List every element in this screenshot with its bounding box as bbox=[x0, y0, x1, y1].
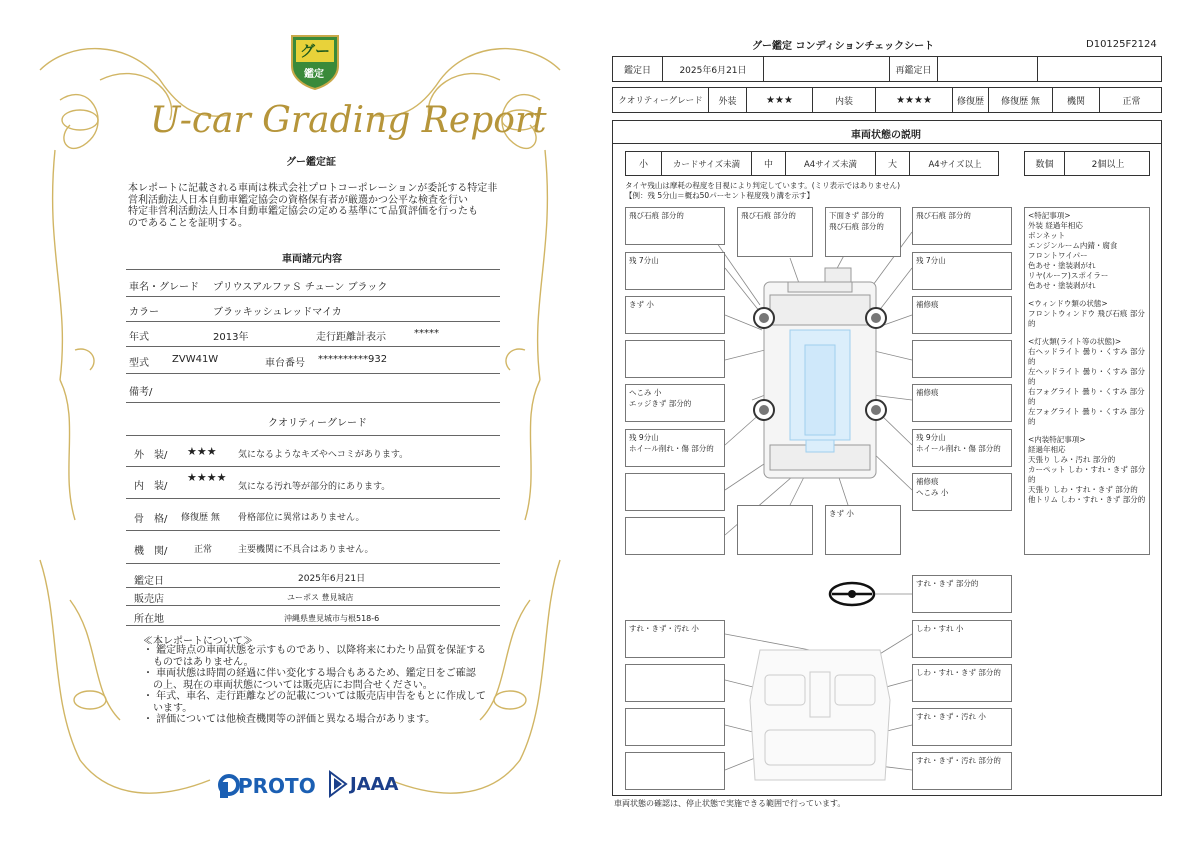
model-value: ZVW41W bbox=[172, 354, 219, 365]
notes-list bbox=[143, 645, 493, 726]
remark-line: <灯火類(ライト等の状態)> bbox=[1028, 337, 1122, 346]
ext-box-left-quarter bbox=[625, 473, 725, 511]
remark-line: エンジンルーム内錆・腐食 bbox=[1028, 241, 1118, 250]
remark-line bbox=[1028, 427, 1146, 435]
interior-note: 気になる汚れ等が部分的にあります。 bbox=[238, 482, 391, 492]
int-box-right-2: しわ・すれ・きず 部分的 bbox=[912, 664, 1012, 702]
int-box-right-1: しわ・すれ 小 bbox=[912, 620, 1012, 658]
certificate-subtitle: グー鑑定証 bbox=[286, 157, 336, 168]
notes-heading: ≪本レポートについて≫ bbox=[143, 636, 253, 647]
remark-line: リヤ(ルーフ)スポイラー bbox=[1028, 271, 1109, 280]
list-item: ・ 車両状態は時間の経過に伴い変化する場合もあるため、鑑定日をご確認 の上、現在の車両状態については販売店にお問合せください。 bbox=[143, 668, 476, 691]
ext-box-left-fender: きず 小 bbox=[625, 296, 725, 334]
emblem-subtext: 鑑定 bbox=[304, 69, 324, 80]
size-legend: 小 カードサイズ未満 中 A4サイズ未満 大 A4サイズ以上 bbox=[625, 151, 999, 176]
int-box-right-4: すれ・きず・汚れ 部分的 bbox=[912, 752, 1012, 790]
mileage-label: 走行距離計表示 bbox=[316, 332, 386, 343]
int-box-left-2 bbox=[625, 664, 725, 702]
remark-line: 左ヘッドライト 曇り・くすみ 部分的 bbox=[1028, 367, 1146, 386]
ext-box-left-door bbox=[625, 340, 725, 378]
ext-box-front-center-right: 下面きず 部分的 飛び石痕 部分的 bbox=[825, 207, 901, 257]
name-value: プリウスアルファＳ チューン ブラック bbox=[213, 282, 388, 293]
ext-box-rear-center-right: きず 小 bbox=[825, 505, 901, 555]
list-item: ・ 鑑定時点の車両状態を示すものであり、以降将来にわたり品質を保証する ものではありません。 bbox=[143, 645, 487, 668]
model-label: 型式 bbox=[129, 358, 149, 369]
jaaa-logo: JAAA bbox=[328, 770, 408, 798]
ext-box-right-rear-tire: 残 9分山 ホイール削れ・傷 部分的 bbox=[912, 429, 1012, 467]
remark-line: 右フォグライト 曇り・くすみ 部分的 bbox=[1028, 387, 1145, 406]
int-box-right-3: すれ・きず・汚れ 小 bbox=[912, 708, 1012, 746]
remark-line: <内装特記事項> bbox=[1028, 435, 1086, 444]
sheet-title: グー鑑定 コンディションチェックシート bbox=[752, 41, 935, 52]
frame-note: 骨格部位に異常はありません。 bbox=[238, 513, 365, 523]
date-value: 2025年6月21日 bbox=[298, 574, 366, 584]
year-value: 2013年 bbox=[213, 332, 249, 343]
grade-row: クオリティーグレード 外装 ★★★ 内装 ★★★★ 修復歴 修復歴 無 機関 正常 bbox=[612, 87, 1162, 113]
remark-line: フロントワイパー bbox=[1028, 251, 1088, 260]
color-label: カラー bbox=[129, 307, 159, 318]
ext-box-front-left: 飛び石痕 部分的 bbox=[625, 207, 725, 245]
remark-line bbox=[1028, 291, 1146, 299]
dealer-value: ユーポス 豊見城店 bbox=[287, 593, 354, 602]
remark-line: 外装 経過年相応 bbox=[1028, 221, 1083, 230]
int-box-left-4 bbox=[625, 752, 725, 790]
right-check-sheet bbox=[600, 0, 1200, 848]
ext-box-front-center-left: 飛び石痕 部分的 bbox=[737, 207, 813, 257]
section-title: 車両状態の説明 bbox=[851, 130, 921, 141]
remark-line: フロントウィンドウ 飛び石痕 部分的 bbox=[1028, 309, 1145, 328]
color-value: ブラッキッシュレッドマイカ bbox=[213, 307, 342, 318]
emblem-text: グー bbox=[300, 42, 331, 60]
remark-line: 天張り しみ・汚れ 部分的 bbox=[1028, 455, 1116, 464]
ext-box-rear-left bbox=[625, 517, 725, 555]
ext-box-front-right: 飛び石痕 部分的 bbox=[912, 207, 1012, 245]
remark-line: 左フォグライト 曇り・くすみ 部分的 bbox=[1028, 407, 1145, 426]
ext-box-right-front-tire: 残 7分山 bbox=[912, 252, 1012, 290]
goo-emblem bbox=[288, 32, 342, 90]
address-label: 所在地 bbox=[134, 614, 164, 625]
date-row: 鑑定日 2025年6月21日 再鑑定日 bbox=[612, 56, 1162, 82]
name-label: 車名・グレード bbox=[129, 282, 199, 293]
tire-note: タイヤ残山は摩耗の程度を目視により判定しています。(ミリ表示ではありません) bbox=[625, 181, 901, 190]
footer-note: 車両状態の確認は、停止状態で実施できる範囲で行っています。 bbox=[614, 799, 846, 808]
remark-line: 経過年相応 bbox=[1028, 445, 1066, 454]
count-legend: 数個 2個以上 bbox=[1024, 151, 1150, 176]
ext-box-left-rear-tire: 残 9分山 ホイール削れ・傷 部分的 bbox=[625, 429, 725, 467]
remark-line: ボンネット bbox=[1028, 231, 1066, 240]
list-item: ・ 年式、車名、走行距離などの記載については販売店申告をもとに作成して います。 bbox=[143, 691, 486, 714]
engine-label: 機 関/ bbox=[134, 546, 168, 557]
engine-note: 主要機関に不具合はありません。 bbox=[238, 545, 374, 555]
engine-value: 正常 bbox=[194, 545, 213, 555]
proto-logo: PROTO bbox=[216, 772, 320, 798]
ext-box-right-door bbox=[912, 340, 1012, 378]
exterior-stars: ★★★ bbox=[187, 445, 217, 458]
remark-line: 右ヘッドライト 曇り・くすみ 部分的 bbox=[1028, 347, 1146, 366]
exterior-note: 気になるようなキズやヘコミがあります。 bbox=[238, 450, 409, 460]
ext-box-left-front-tire: 残 7分山 bbox=[625, 252, 725, 290]
address-value: 沖縄県豊見城市与根518-6 bbox=[284, 614, 380, 623]
date-label: 鑑定日 bbox=[134, 576, 164, 587]
tire-example: 【例：残 5分山＝概ね50パーセント程度残り溝を示す】 bbox=[625, 191, 815, 200]
dealer-label: 販売店 bbox=[134, 594, 164, 605]
report-title: U-car Grading Report bbox=[150, 100, 547, 141]
ext-box-left-rear-door: へこみ 小 エッジきず 部分的 bbox=[625, 384, 725, 422]
ext-box-rear-center-left bbox=[737, 505, 813, 555]
mileage-value: ***** bbox=[414, 328, 439, 339]
frame-value: 修復歴 無 bbox=[181, 513, 220, 523]
remark-line: <ウィンドウ類の状態> bbox=[1028, 299, 1108, 308]
remarks-panel bbox=[1024, 207, 1150, 555]
chassis-value: **********932 bbox=[318, 354, 388, 365]
ext-box-right-quarter: 補修痕 へこみ 小 bbox=[912, 473, 1012, 511]
exterior-label: 外 装/ bbox=[134, 450, 168, 461]
remark-line: カーペット しわ・すれ・きず 部分的 bbox=[1028, 465, 1146, 484]
year-label: 年式 bbox=[129, 332, 149, 343]
int-box-left-3 bbox=[625, 708, 725, 746]
remark-line: 色あせ・塗装剥がれ bbox=[1028, 261, 1096, 270]
remarks-label: 備考/ bbox=[129, 387, 153, 398]
int-box-left-1: すれ・きず・汚れ 小 bbox=[625, 620, 725, 658]
certification-text: 本レポートに記載される車両は株式会社プロトコーポレーションが委託する特定非 営利活動法人日本自動車鑑定協会の資格保有者が厳選かつ公平な検査を行い 特定非営利活動法人日本自動車鑑定協会の定める基準にて品質評価を行ったも のであることを証明する。 bbox=[128, 183, 498, 229]
quality-heading: クオリティーグレード bbox=[268, 418, 367, 429]
chassis-label: 車台番号 bbox=[265, 358, 305, 369]
remark-line: 他トリム しわ・すれ・きず 部分的 bbox=[1028, 495, 1146, 504]
list-item: ・ 評価については他検査機関等の評価と異なる場合があります。 bbox=[143, 714, 436, 725]
remark-line: 色あせ・塗装剥がれ bbox=[1028, 281, 1096, 290]
remark-line: <特記事項> bbox=[1028, 211, 1071, 220]
remark-line: 天張り しわ・すれ・きず 部分的 bbox=[1028, 485, 1138, 494]
remark-line bbox=[1028, 329, 1146, 337]
interior-stars: ★★★★ bbox=[187, 471, 227, 484]
ext-box-right-rear-door: 補修痕 bbox=[912, 384, 1012, 422]
frame-label: 骨 格/ bbox=[134, 514, 168, 525]
interior-label: 内 装/ bbox=[134, 481, 168, 492]
spec-heading: 車両諸元内容 bbox=[282, 254, 342, 265]
int-box-steering: すれ・きず 部分的 bbox=[912, 575, 1012, 613]
document-id: D10125F2124 bbox=[1086, 39, 1157, 50]
ext-box-right-fender: 補修痕 bbox=[912, 296, 1012, 334]
